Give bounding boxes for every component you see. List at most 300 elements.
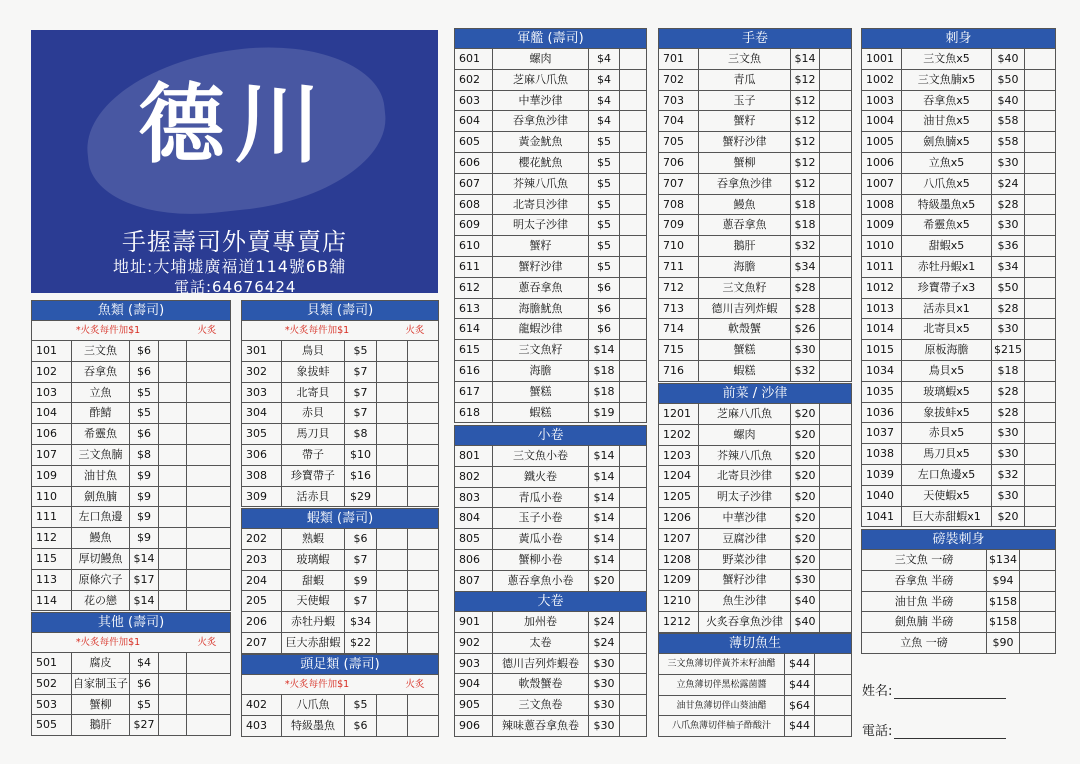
item-price: $17 — [130, 570, 159, 590]
menu-item-row[interactable] — [32, 403, 230, 424]
quantity-box[interactable] — [1025, 132, 1055, 152]
item-price: $40 — [791, 591, 820, 611]
menu-item-row[interactable] — [659, 49, 851, 70]
menu-item-row[interactable] — [659, 195, 851, 216]
quantity-box[interactable] — [159, 715, 187, 735]
quantity-box[interactable] — [620, 361, 646, 381]
quantity-box[interactable] — [187, 424, 230, 444]
menu-item-row[interactable] — [242, 487, 438, 508]
quantity-box[interactable] — [820, 612, 851, 632]
item-code: 115 — [32, 549, 72, 569]
menu-item-row[interactable] — [455, 278, 646, 299]
item-price: $12 — [791, 174, 820, 194]
quantity-box[interactable] — [820, 529, 851, 549]
menu-item-row[interactable] — [659, 153, 851, 174]
menu-item-row[interactable] — [455, 633, 646, 654]
quantity-box[interactable] — [377, 424, 408, 444]
menu-item-row[interactable] — [32, 507, 230, 528]
quantity-box[interactable] — [620, 446, 646, 466]
menu-item-row[interactable] — [32, 341, 230, 362]
quantity-box[interactable] — [1025, 382, 1055, 402]
menu-item-row[interactable] — [455, 70, 646, 91]
item-name: 鰻魚 — [72, 528, 130, 548]
menu-item-row[interactable] — [32, 653, 230, 674]
quantity-box[interactable] — [620, 70, 646, 90]
quantity-box[interactable] — [408, 445, 438, 465]
quantity-box[interactable] — [820, 91, 851, 111]
quantity-box[interactable] — [820, 215, 851, 235]
quantity-box[interactable] — [187, 362, 230, 382]
quantity-box[interactable] — [820, 153, 851, 173]
quantity-box[interactable] — [820, 446, 851, 466]
quantity-box[interactable] — [377, 383, 408, 403]
menu-item-row[interactable] — [32, 695, 230, 716]
quantity-box[interactable] — [620, 674, 646, 694]
menu-item-row[interactable] — [32, 383, 230, 404]
menu-item-row[interactable] — [659, 70, 851, 91]
quantity-box[interactable] — [820, 195, 851, 215]
menu-item-row[interactable] — [455, 236, 646, 257]
quantity-box[interactable] — [620, 382, 646, 402]
quantity-box[interactable] — [377, 466, 408, 486]
menu-item-row[interactable] — [862, 423, 1055, 444]
quantity-box[interactable] — [820, 70, 851, 90]
quantity-box[interactable] — [820, 257, 851, 277]
menu-item-row[interactable] — [455, 132, 646, 153]
quantity-box[interactable] — [408, 695, 438, 715]
quantity-box[interactable] — [1025, 215, 1055, 235]
quantity-box[interactable] — [187, 653, 230, 673]
menu-item-row[interactable] — [455, 361, 646, 382]
quantity-box[interactable] — [620, 153, 646, 173]
quantity-box[interactable] — [159, 341, 187, 361]
quantity-box[interactable] — [159, 362, 187, 382]
menu-item-row[interactable] — [862, 278, 1055, 299]
quantity-box[interactable] — [1025, 507, 1055, 527]
menu-item-row[interactable] — [659, 716, 851, 737]
menu-item-row[interactable] — [862, 215, 1055, 236]
menu-item-row[interactable] — [659, 257, 851, 278]
menu-item-row[interactable] — [862, 507, 1055, 528]
menu-item-row[interactable] — [862, 70, 1055, 91]
menu-item-row[interactable] — [659, 696, 851, 717]
menu-item-row[interactable] — [659, 299, 851, 320]
menu-item-row[interactable] — [659, 361, 851, 382]
quantity-box[interactable] — [159, 591, 187, 611]
quantity-box[interactable] — [1025, 174, 1055, 194]
quantity-box[interactable] — [377, 487, 408, 507]
quantity-box[interactable] — [159, 507, 187, 527]
menu-item-row[interactable] — [659, 570, 851, 591]
quantity-box[interactable] — [1025, 299, 1055, 319]
item-price: $6 — [345, 529, 377, 549]
quantity-box[interactable] — [408, 341, 438, 361]
quantity-box[interactable] — [159, 695, 187, 715]
menu-item-row[interactable] — [455, 695, 646, 716]
quantity-box[interactable] — [187, 591, 230, 611]
item-name: 三文魚 一磅 — [862, 550, 987, 570]
quantity-box[interactable] — [1025, 257, 1055, 277]
menu-item-row[interactable] — [32, 591, 230, 612]
quantity-box[interactable] — [820, 570, 851, 590]
quantity-box[interactable] — [815, 696, 851, 716]
menu-item-row[interactable] — [659, 319, 851, 340]
menu-item-row[interactable] — [455, 674, 646, 695]
menu-item-row[interactable] — [455, 571, 646, 592]
quantity-box[interactable] — [187, 549, 230, 569]
menu-item-row[interactable] — [455, 550, 646, 571]
quantity-box[interactable] — [620, 488, 646, 508]
quantity-box[interactable] — [408, 362, 438, 382]
name-line[interactable] — [894, 684, 1006, 699]
quantity-box[interactable] — [820, 49, 851, 69]
menu-item-row[interactable] — [862, 319, 1055, 340]
quantity-box[interactable] — [620, 467, 646, 487]
quantity-box[interactable] — [820, 591, 851, 611]
menu-item-row[interactable] — [862, 361, 1055, 382]
item-code: 1015 — [862, 340, 902, 360]
menu-item-row[interactable] — [32, 487, 230, 508]
quantity-box[interactable] — [408, 716, 438, 736]
quantity-box[interactable] — [620, 195, 646, 215]
quantity-box[interactable] — [620, 236, 646, 256]
quantity-box[interactable] — [187, 445, 230, 465]
menu-item-row[interactable] — [32, 674, 230, 695]
quantity-box[interactable] — [377, 341, 408, 361]
menu-item-row[interactable] — [242, 529, 438, 550]
menu-item-row[interactable] — [242, 550, 438, 571]
menu-item-row[interactable] — [862, 91, 1055, 112]
quantity-box[interactable] — [820, 466, 851, 486]
menu-item-row[interactable] — [32, 424, 230, 445]
menu-item-row[interactable] — [659, 487, 851, 508]
menu-item-row[interactable] — [659, 591, 851, 612]
menu-item-row[interactable] — [455, 382, 646, 403]
quantity-box[interactable] — [1020, 612, 1055, 632]
quantity-box[interactable] — [159, 466, 187, 486]
menu-item-row[interactable] — [242, 571, 438, 592]
quantity-box[interactable] — [820, 111, 851, 131]
quantity-box[interactable] — [1025, 423, 1055, 443]
menu-item-row[interactable] — [862, 257, 1055, 278]
quantity-box[interactable] — [820, 487, 851, 507]
quantity-box[interactable] — [620, 571, 646, 591]
quantity-box[interactable] — [620, 49, 646, 69]
quantity-box[interactable] — [159, 424, 187, 444]
menu-item-row[interactable] — [455, 654, 646, 675]
quantity-box[interactable] — [408, 633, 438, 653]
quantity-box[interactable] — [620, 319, 646, 339]
quantity-box[interactable] — [820, 132, 851, 152]
quantity-box[interactable] — [187, 528, 230, 548]
quantity-box[interactable] — [620, 654, 646, 674]
quantity-box[interactable] — [187, 507, 230, 527]
menu-item-row[interactable] — [455, 49, 646, 70]
menu-item-row[interactable] — [862, 340, 1055, 361]
menu-item-row[interactable] — [862, 111, 1055, 132]
menu-item-row[interactable] — [455, 716, 646, 737]
quantity-box[interactable] — [377, 612, 408, 632]
menu-item-row[interactable] — [242, 466, 438, 487]
menu-item-row[interactable] — [32, 445, 230, 466]
quantity-box[interactable] — [1020, 550, 1055, 570]
menu-item-row[interactable] — [242, 445, 438, 466]
quantity-box[interactable] — [187, 674, 230, 694]
quantity-box[interactable] — [620, 215, 646, 235]
menu-item-row[interactable] — [659, 340, 851, 361]
quantity-box[interactable] — [377, 362, 408, 382]
menu-item-row[interactable] — [455, 319, 646, 340]
quantity-box[interactable] — [620, 612, 646, 632]
menu-item-row[interactable] — [32, 549, 230, 570]
menu-item-row[interactable] — [659, 466, 851, 487]
menu-item-row[interactable] — [862, 174, 1055, 195]
menu-item-row[interactable] — [455, 215, 646, 236]
menu-item-row[interactable] — [659, 446, 851, 467]
quantity-box[interactable] — [159, 549, 187, 569]
menu-item-row[interactable] — [455, 508, 646, 529]
quantity-box[interactable] — [408, 424, 438, 444]
quantity-box[interactable] — [187, 383, 230, 403]
menu-item-row[interactable] — [659, 174, 851, 195]
menu-item-row[interactable] — [659, 508, 851, 529]
quantity-box[interactable] — [408, 571, 438, 591]
menu-item-row[interactable] — [862, 153, 1055, 174]
menu-item-row[interactable] — [862, 195, 1055, 216]
menu-item-row[interactable] — [242, 716, 438, 737]
quantity-box[interactable] — [159, 570, 187, 590]
menu-item-row[interactable] — [455, 529, 646, 550]
quantity-box[interactable] — [1025, 465, 1055, 485]
menu-item-row[interactable] — [659, 215, 851, 236]
quantity-box[interactable] — [1025, 486, 1055, 506]
quantity-box[interactable] — [1025, 403, 1055, 423]
quantity-box[interactable] — [377, 529, 408, 549]
menu-item-row[interactable] — [862, 571, 1055, 592]
quantity-box[interactable] — [620, 508, 646, 528]
menu-item-row[interactable] — [455, 111, 646, 132]
menu-item-row[interactable] — [242, 424, 438, 445]
quantity-box[interactable] — [620, 633, 646, 653]
quantity-box[interactable] — [620, 132, 646, 152]
quantity-box[interactable] — [408, 591, 438, 611]
menu-item-row[interactable] — [659, 675, 851, 696]
quantity-box[interactable] — [408, 550, 438, 570]
quantity-box[interactable] — [820, 508, 851, 528]
menu-item-row[interactable] — [659, 236, 851, 257]
menu-item-row[interactable] — [659, 654, 851, 675]
quantity-box[interactable] — [377, 716, 408, 736]
quantity-box[interactable] — [1025, 91, 1055, 111]
menu-item-row[interactable] — [862, 465, 1055, 486]
customer-phone-field[interactable] — [862, 720, 1006, 739]
quantity-box[interactable] — [377, 445, 408, 465]
quantity-box[interactable] — [620, 111, 646, 131]
menu-item-row[interactable] — [242, 591, 438, 612]
quantity-box[interactable] — [408, 529, 438, 549]
menu-item-row[interactable] — [659, 111, 851, 132]
menu-item-row[interactable] — [455, 91, 646, 112]
quantity-box[interactable] — [1025, 361, 1055, 381]
menu-item-row[interactable] — [455, 174, 646, 195]
menu-item-row[interactable] — [862, 633, 1055, 654]
quantity-box[interactable] — [377, 403, 408, 423]
quantity-box[interactable] — [815, 675, 851, 695]
quantity-box[interactable] — [187, 570, 230, 590]
quantity-box[interactable] — [820, 174, 851, 194]
quantity-box[interactable] — [377, 695, 408, 715]
menu-item-row[interactable] — [455, 467, 646, 488]
menu-item-row[interactable] — [455, 612, 646, 633]
quantity-box[interactable] — [159, 528, 187, 548]
menu-item-row[interactable] — [455, 257, 646, 278]
item-price: $40 — [992, 91, 1025, 111]
menu-item-row[interactable] — [32, 570, 230, 591]
menu-item-row[interactable] — [862, 49, 1055, 70]
quantity-box[interactable] — [187, 695, 230, 715]
item-name: 明太子沙律 — [493, 215, 589, 235]
menu-item-row[interactable] — [455, 403, 646, 424]
menu-item-row[interactable] — [862, 592, 1055, 613]
quantity-box[interactable] — [159, 383, 187, 403]
phone-line[interactable] — [894, 724, 1006, 739]
quantity-box[interactable] — [408, 466, 438, 486]
menu-item-row[interactable] — [32, 466, 230, 487]
quantity-box[interactable] — [620, 91, 646, 111]
quantity-box[interactable] — [620, 403, 646, 423]
quantity-box[interactable] — [815, 716, 851, 736]
menu-item-row[interactable] — [242, 383, 438, 404]
menu-item-row[interactable] — [242, 362, 438, 383]
menu-item-row[interactable] — [242, 695, 438, 716]
item-price: $18 — [589, 361, 620, 381]
menu-item-row[interactable] — [862, 236, 1055, 257]
menu-item-row[interactable] — [32, 715, 230, 736]
quantity-box[interactable] — [1020, 571, 1055, 591]
quantity-box[interactable] — [1025, 236, 1055, 256]
item-price: $58 — [992, 111, 1025, 131]
quantity-box[interactable] — [820, 299, 851, 319]
item-name: 鳥貝 — [282, 341, 345, 361]
menu-item-row[interactable] — [862, 299, 1055, 320]
quantity-box[interactable] — [820, 550, 851, 570]
menu-section-big-roll — [454, 591, 647, 737]
menu-item-row[interactable] — [862, 612, 1055, 633]
quantity-box[interactable] — [620, 340, 646, 360]
menu-item-row[interactable] — [659, 529, 851, 550]
item-code: 1201 — [659, 404, 699, 424]
quantity-box[interactable] — [620, 174, 646, 194]
quantity-box[interactable] — [187, 403, 230, 423]
menu-item-row[interactable] — [862, 382, 1055, 403]
menu-item-row[interactable] — [455, 153, 646, 174]
menu-item-row[interactable] — [242, 341, 438, 362]
quantity-box[interactable] — [620, 257, 646, 277]
quantity-box[interactable] — [820, 278, 851, 298]
quantity-box[interactable] — [820, 425, 851, 445]
menu-item-row[interactable] — [32, 362, 230, 383]
menu-item-row[interactable] — [862, 132, 1055, 153]
menu-item-row[interactable] — [659, 91, 851, 112]
menu-item-row[interactable] — [862, 444, 1055, 465]
customer-name-field[interactable] — [862, 680, 1006, 699]
menu-item-row[interactable] — [455, 446, 646, 467]
item-name: 螺肉 — [699, 425, 791, 445]
menu-item-row[interactable] — [242, 633, 438, 654]
quantity-box[interactable] — [815, 654, 851, 674]
menu-item-row[interactable] — [862, 550, 1055, 571]
quantity-box[interactable] — [1025, 195, 1055, 215]
quantity-box[interactable] — [620, 529, 646, 549]
quantity-box[interactable] — [1025, 70, 1055, 90]
quantity-box[interactable] — [1025, 278, 1055, 298]
quantity-box[interactable] — [1020, 592, 1055, 612]
quantity-box[interactable] — [159, 674, 187, 694]
menu-item-row[interactable] — [659, 550, 851, 571]
quantity-box[interactable] — [377, 571, 408, 591]
quantity-box[interactable] — [620, 550, 646, 570]
quantity-box[interactable] — [820, 340, 851, 360]
menu-item-row[interactable] — [455, 195, 646, 216]
quantity-box[interactable] — [1020, 633, 1055, 653]
quantity-box[interactable] — [1025, 319, 1055, 339]
menu-item-row[interactable] — [242, 612, 438, 633]
quantity-box[interactable] — [820, 236, 851, 256]
quantity-box[interactable] — [620, 695, 646, 715]
menu-item-row[interactable] — [242, 403, 438, 424]
menu-item-row[interactable] — [659, 425, 851, 446]
quantity-box[interactable] — [1025, 49, 1055, 69]
quantity-box[interactable] — [377, 591, 408, 611]
quantity-box[interactable] — [820, 361, 851, 381]
quantity-box[interactable] — [187, 715, 230, 735]
quantity-box[interactable] — [620, 716, 646, 736]
menu-item-row[interactable] — [659, 612, 851, 633]
item-name: 龍蝦沙律 — [493, 319, 589, 339]
quantity-box[interactable] — [187, 487, 230, 507]
menu-item-row[interactable] — [455, 488, 646, 509]
quantity-box[interactable] — [1025, 153, 1055, 173]
quantity-box[interactable] — [377, 550, 408, 570]
menu-item-row[interactable] — [455, 340, 646, 361]
quantity-box[interactable] — [377, 633, 408, 653]
quantity-box[interactable] — [187, 466, 230, 486]
menu-item-row[interactable] — [659, 278, 851, 299]
quantity-box[interactable] — [159, 487, 187, 507]
quantity-box[interactable] — [159, 653, 187, 673]
quantity-box[interactable] — [408, 487, 438, 507]
quantity-box[interactable] — [159, 403, 187, 423]
menu-item-row[interactable] — [659, 404, 851, 425]
quantity-box[interactable] — [159, 445, 187, 465]
quantity-box[interactable] — [1025, 340, 1055, 360]
quantity-box[interactable] — [620, 299, 646, 319]
quantity-box[interactable] — [1025, 444, 1055, 464]
menu-item-row[interactable] — [455, 299, 646, 320]
quantity-box[interactable] — [820, 319, 851, 339]
quantity-box[interactable] — [408, 612, 438, 632]
quantity-box[interactable] — [187, 341, 230, 361]
menu-item-row[interactable] — [862, 486, 1055, 507]
quantity-box[interactable] — [820, 404, 851, 424]
quantity-box[interactable] — [408, 403, 438, 423]
quantity-box[interactable] — [620, 278, 646, 298]
menu-item-row[interactable] — [862, 403, 1055, 424]
menu-item-row[interactable] — [659, 132, 851, 153]
quantity-box[interactable] — [1025, 111, 1055, 131]
menu-item-row[interactable] — [32, 528, 230, 549]
quantity-box[interactable] — [408, 383, 438, 403]
